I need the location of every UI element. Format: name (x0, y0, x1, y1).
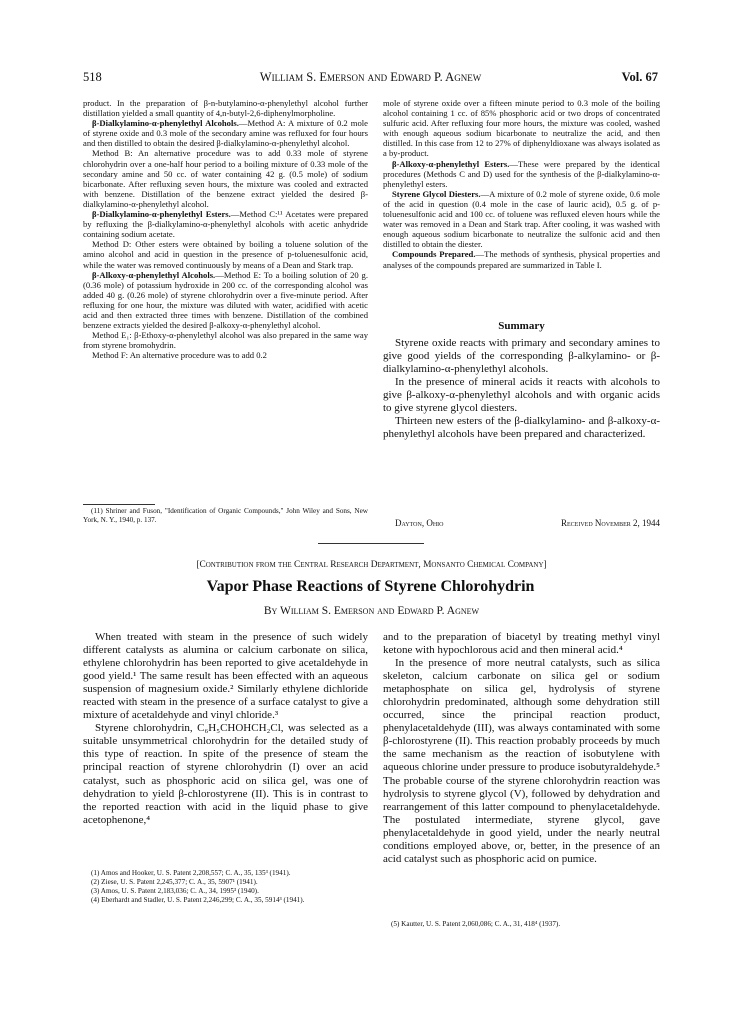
summary-point: In the presence of mineral acids it reacts with alcohols to give β-alkoxy-α-phenylethyl alcohols and with organic acids to give styrene glycol diesters. (383, 376, 660, 415)
paragraph-text: —Method A: A mixture of 0.2 mole of styrene oxide and 0.3 mole of the secondary amine was refluxed for four hours and then distilled to obtain the desired β-dialkylamino-α-phenylethyl alcohol. (83, 118, 368, 149)
footnotes-right (383, 920, 660, 929)
footnote-11 (83, 507, 368, 525)
summary-text (383, 337, 660, 441)
paragraph-text: —Method C:¹¹ Acetates were prepared by refluxing the β-dialkylamino-α-phenylethyl alcohols with acetic anhydride containing sodium acetate. (83, 209, 368, 240)
paragraph: mole of styrene oxide over a fifteen minute period to 0.3 mole of the boiling alcohol containing 1 cc. of 85% phosphoric acid or two drops of concentrated sulfuric acid. After refluxing four more hours, the mixture was cooled, washed with enough aqueous sodium bicarbonate to neutralize the acid, and then distilled. In this case from 12 to 27% of diphenyldioxane was always isolated as a by-product. (383, 98, 660, 159)
article-title: Vapor Phase Reactions of Styrene Chlorohydrin (206, 578, 535, 595)
paragraph: Method D: Other esters were obtained by boiling a toluene solution of the amino alcohol and acid in question in the presence of p-toluenesulfonic acid, while the water was removed continuously by means of a Dean and Stark trap. (83, 239, 368, 270)
experimental-left-column (83, 98, 368, 360)
experimental-right-column (383, 98, 660, 270)
paragraph (383, 159, 660, 189)
summary-heading: Summary (498, 320, 545, 332)
paragraph: Method B: An alternative procedure was to add 0.33 mole of styrene chlorohydrin over a one-half hour period to a boiling mixture of 0.33 mole of the secondary amine and 50 cc. of water containing 42 g. (0.5 mole) of sodium bicarbonate. After refluxing seven hours, the mixture was cooled and extracted with benzene. Distillation of the benzene extract yielded the desired β-dialkylamino-α-phenylethyl alcohol. (83, 148, 368, 209)
section-heading: β-Alkoxy-α-phenylethyl Alcohols. (92, 269, 216, 280)
footnote-2: (2) Ziese, U. S. Patent 2,245,377; C. A., 35, 5907¹ (1941). (91, 878, 258, 886)
paragraph (83, 209, 368, 239)
paragraph (383, 249, 660, 269)
section-heading: Compounds Prepared. (392, 249, 476, 260)
article-byline: By William S. Emerson and Edward P. Agnew (263, 605, 480, 617)
article-right-column (383, 631, 660, 866)
paragraph (83, 270, 368, 331)
article-left-column (83, 631, 368, 827)
received-date: Received November 2, 1944 (561, 518, 660, 528)
paragraph (383, 189, 660, 250)
footnote-5: (5) Kautter, U. S. Patent 2,060,086; C. A., 31, 418⁴ (1937). (391, 920, 561, 928)
paragraph: Method E₁: β-Ethoxy-α-phenylethyl alcohol was also prepared in the same way from styrene bromohydrin. (83, 330, 368, 351)
summary-point: Thirteen new esters of the β-dialkylamino- and β-alkoxy-α-phenylethyl alcohols have been prepared and characterized. (383, 415, 660, 441)
footnote-3: (3) Amos, U. S. Patent 2,183,036; C. A., 34, 1995³ (1940). (91, 887, 259, 895)
paragraph: Method F: An alternative procedure was to add 0.2 (92, 350, 267, 361)
place-line: Dayton, Ohio (395, 518, 444, 528)
footnote-4: (4) Eberhardt and Stadler, U. S. Patent 2,246,299; C. A., 35, 5914³ (1941). (91, 896, 305, 904)
paragraph-text: —The methods of synthesis, physical properties and analyses of the compounds prepared are summarized in Table I. (383, 249, 660, 270)
paragraph-text: —These were prepared by the identical procedures (Methods C and D) used for the synthesis of the β-dialkylamino-α-phenylethyl esters. (383, 158, 660, 189)
running-header-authors: William S. Emerson and Edward P. Agnew (259, 70, 482, 84)
summary-point: Styrene oxide reacts with primary and secondary amines to give good yields of the corresponding β-alkylamino- or β-dialkylamino-α-phenylethyl alcohols. (383, 337, 660, 376)
contribution-line: [Contribution from the Central Research Department, Monsanto Chemical Company] (196, 560, 547, 570)
footnote-rule (83, 504, 155, 505)
paragraph: product. In the preparation of β-n-butylamino-α-phenylethyl alcohol further distillation yielded a small quantity of 4,n-butyl-2,6-diphenylmorpholine. (83, 98, 368, 119)
paragraph-text: —Method E: To a boiling solution of 20 g. (0.36 mole) of potassium hydroxide in 200 cc. of the corresponding alcohol was added 40 g. (0.26 mole) of styrene chlorohydrin over a five-minute period. After refluxing for one hour, the mixture was diluted with water, acidified with acetic acid and then extracted three times with benzene. Distillation of the combined benzene extracts yielded the desired β-alkoxy-α-phenylethyl alcohol. (83, 269, 368, 331)
footnote-text: (11) Shriner and Fuson, "Identification of Organic Compounds," John Wiley and Sons, New York, N. Y., 1940, p. 137. (83, 507, 368, 524)
paragraph: In the presence of more neutral catalysts, such as silica skeleton, calcium carbonate on silica gel or sodium metaphosphate on silica gel, hydrolysis of styrene chlorohydrin predominated, although some dehydration still occurred, since the principal reaction product, phenylacetaldehyde (III), was always contaminated with some β-chlorostyrene (II). This reaction probably proceeds by much the same mechanism as the reaction of isobutylene with aqueous chlorine under pressure to produce isobutyraldehyde.⁵ The probable course of the styrene chlorohydrin reaction was hydrolysis to styrene glycol (V), followed by dehydration and rearrangement of this latter compound to phenylacetaldehyde. The postulated intermediate, styrene glycol, gave phenylacetaldehyde in good yield, under the nearly neutral conditions employed above, or, better, in the presence of an acid catalyst such as phosphoric acid on pumice. (383, 657, 660, 865)
section-heading: Styrene Glycol Diesters. (392, 188, 481, 199)
section-heading: β-Dialkylamino-α-phenylethyl Alcohols. (92, 118, 239, 129)
section-heading: β-Dialkylamino-α-phenylethyl Esters. (92, 209, 231, 220)
paragraph: and to the preparation of biacetyl by treating methyl vinyl ketone with hypochlorous acid and then mineral acid.⁴ (383, 631, 660, 657)
article-divider (318, 543, 424, 544)
footnotes-left (83, 869, 368, 905)
paragraph (83, 118, 368, 148)
paragraph: When treated with steam in the presence of such widely different catalysts as alumina or calcium carbonate on silica, ethylene chlorohydrin has been reported to give acetaldehyde in good yield.¹ The same result has been effected with an aqueous suspension of magnesium oxide.² Similarly ethylene dichloride reacted with steam in the presence of a surface catalyst to give a mixture of acetaldehyde and vinyl chloride.³ (83, 631, 368, 722)
section-heading: β-Alkoxy-α-phenylethyl Esters. (392, 158, 510, 169)
page-number: 518 (83, 70, 102, 84)
footnote-1: (1) Amos and Hooker, U. S. Patent 2,208,557; C. A., 35, 135³ (1941). (91, 869, 291, 877)
volume-label: Vol. 67 (621, 70, 658, 84)
paragraph: Styrene chlorohydrin, C₆H₅CHOHCH₂Cl, was selected as a suitable unsymmetrical chlorohydrin for the detailed study of this type of reaction. In spite of the presence of steam the principal reaction of styrene chlorohydrin (I) over an acid catalyst, such as phosphoric acid on silica gel, was one of dehydration to yield β-chlorostyrene (II). This is in contrast to the reported reaction with acid in the liquid phase to give acetophenone,⁴ (83, 722, 368, 826)
paragraph-text: —A mixture of 0.2 mole of styrene oxide, 0.6 mole of the acid in question (0.4 mole in the case of lauric acid), 0.5 g. of p-toluenesulfonic acid and 100 cc. of toluene was refluxed eleven hours while the water was removed in a Dean and Stark trap. After cooling, it was washed with enough aqueous sodium bicarbonate to neutralize the sulfonic acid and then distilled to obtain the diester. (383, 188, 661, 250)
